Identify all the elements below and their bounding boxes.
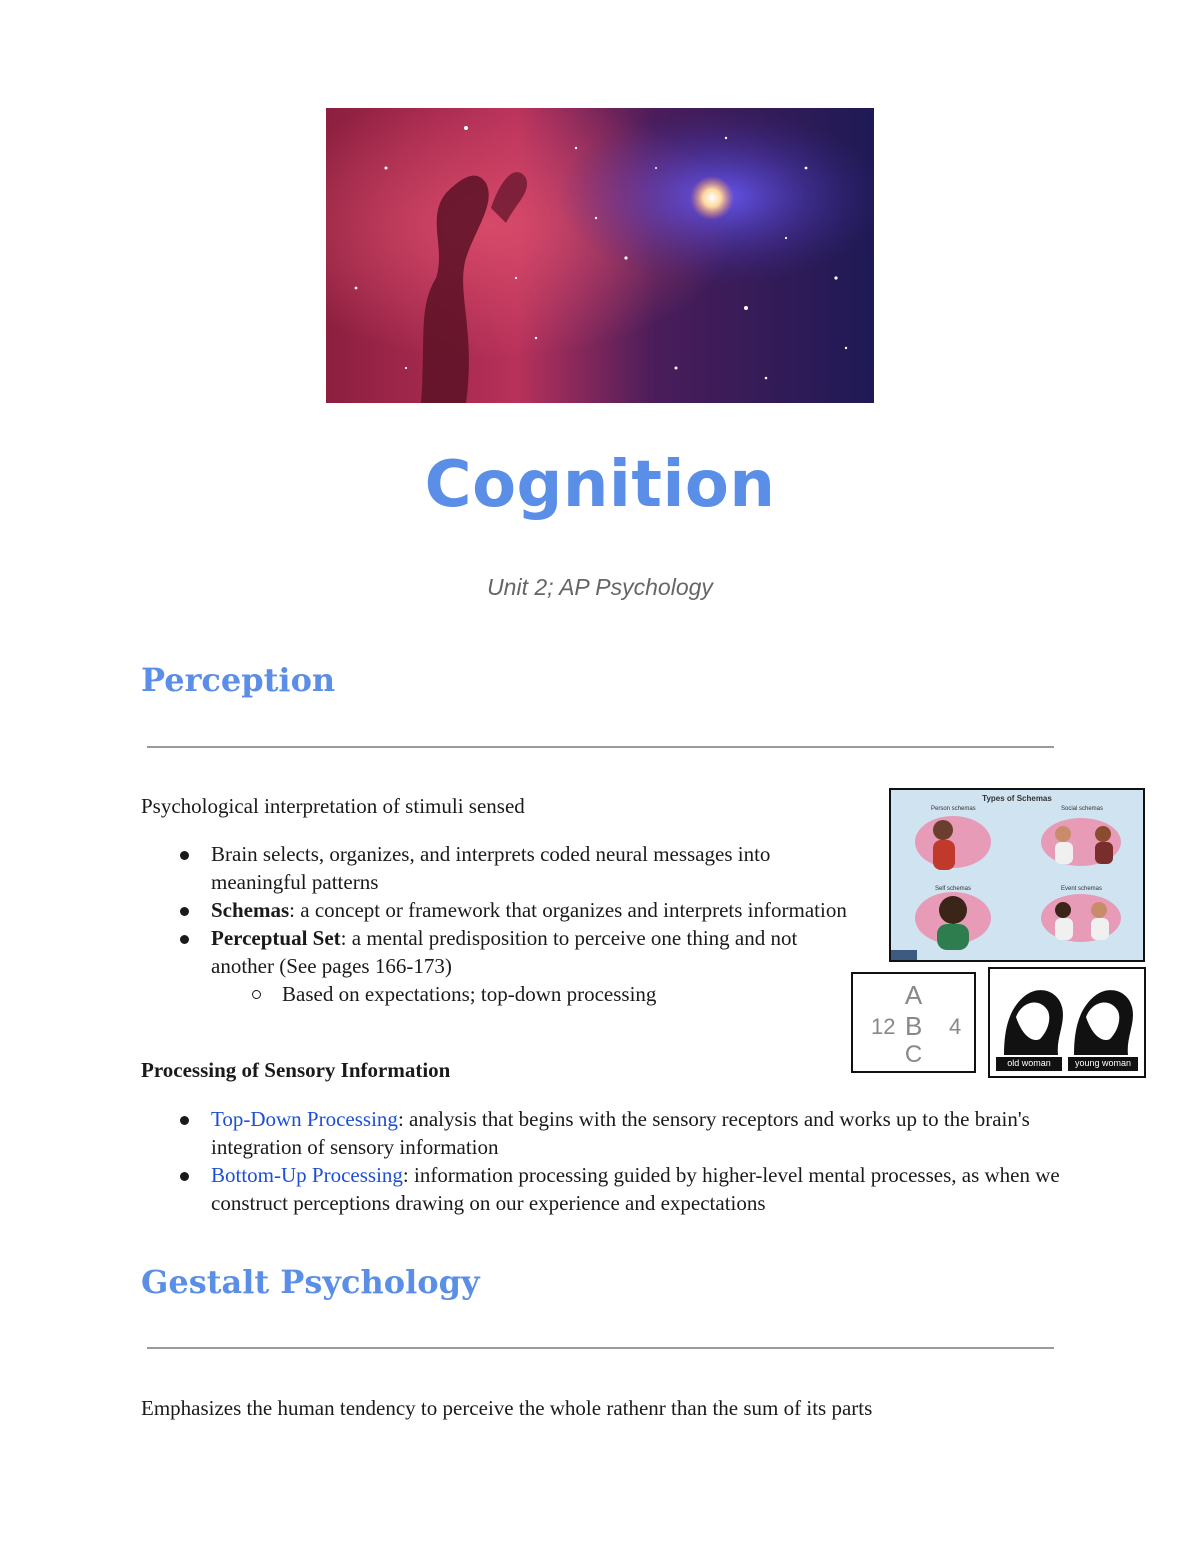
section-divider bbox=[147, 746, 1054, 748]
schemas-title: Types of Schemas bbox=[982, 794, 1052, 803]
perception-intro: Psychological interpretation of stimuli sensed bbox=[141, 794, 525, 818]
sub-bullet-icon bbox=[252, 990, 261, 999]
schemas-label: Social schemas bbox=[1061, 806, 1104, 812]
schemas-label: Self schemas bbox=[935, 886, 972, 892]
heading-perception: Perception bbox=[141, 661, 336, 699]
list-item: Top-Down Processing: analysis that begins with the sensory receptors and works up to the brain's integration of sensory information bbox=[141, 1105, 1071, 1161]
term-perceptual-set: Perceptual Set bbox=[211, 926, 341, 950]
schemas-label: Event schemas bbox=[1061, 886, 1103, 892]
nebula-graphic bbox=[326, 108, 874, 403]
schemas-label: Person schemas bbox=[931, 806, 976, 812]
list-item: Brain selects, organizes, and interprets coded neural messages into meaningful patterns bbox=[141, 840, 851, 896]
context-letter: B bbox=[905, 1011, 923, 1041]
list-item: Bottom-Up Processing: information processing guided by higher-level mental processes, as when we construct perceptions drawing on our experience and expectations bbox=[141, 1161, 1071, 1217]
context-letter: A bbox=[904, 980, 923, 1010]
bullet-icon bbox=[180, 851, 189, 860]
context-number: 12 bbox=[871, 1014, 896, 1039]
illusion-drawings bbox=[996, 977, 1138, 1057]
list-item: Based on expectations; top-down processing bbox=[141, 980, 851, 1008]
document-subtitle: Unit 2; AP Psychology bbox=[487, 574, 713, 600]
bullet-icon bbox=[180, 935, 189, 944]
schemas-illustration bbox=[891, 790, 1143, 960]
term-bottom-up[interactable]: Bottom-Up Processing bbox=[211, 1163, 403, 1187]
illusion-label-right: young woman bbox=[1074, 1058, 1132, 1068]
old-young-woman-illusion bbox=[988, 967, 1146, 1078]
perception-bullet-list bbox=[141, 840, 851, 1008]
bullet-icon bbox=[180, 1172, 189, 1181]
heading-processing: Processing of Sensory Information bbox=[141, 1058, 451, 1082]
hero-nebula-image bbox=[326, 108, 874, 403]
bullet-icon bbox=[180, 1116, 189, 1125]
schemas-image bbox=[889, 788, 1145, 962]
document-title: Cognition bbox=[424, 448, 776, 522]
processing-bullet-list bbox=[141, 1105, 1071, 1217]
section-divider bbox=[147, 1347, 1054, 1349]
term-top-down[interactable]: Top-Down Processing bbox=[211, 1107, 398, 1131]
heading-gestalt: Gestalt Psychology bbox=[141, 1263, 480, 1301]
context-number: 4 bbox=[949, 1014, 962, 1039]
context-letter: C bbox=[904, 1041, 923, 1068]
list-item: Perceptual Set: a mental predisposition to perceive one thing and not another (See pages 166-173) bbox=[141, 924, 851, 980]
term-schemas: Schemas bbox=[211, 898, 290, 922]
bullet-icon bbox=[180, 907, 189, 916]
illusion-label-left: old woman bbox=[1007, 1058, 1051, 1068]
context-effect-image bbox=[851, 972, 976, 1073]
gestalt-intro: Emphasizes the human tendency to perceive the whole rathenr than the sum of its parts bbox=[141, 1396, 873, 1420]
list-item: Schemas: a concept or framework that organizes and interprets information bbox=[141, 896, 851, 924]
